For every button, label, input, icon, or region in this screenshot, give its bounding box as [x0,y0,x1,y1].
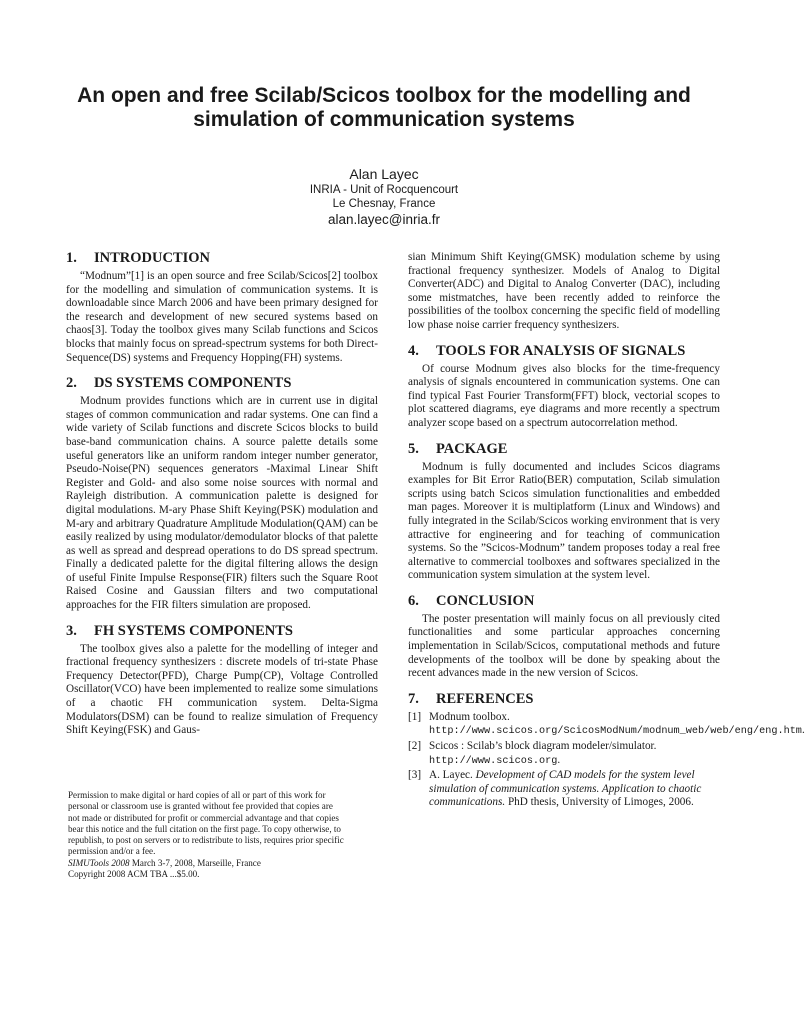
reference-link[interactable]: http://www.scicos.org [429,755,558,767]
permission-line: not made or distributed for profit or commercial advantage and that copies [68,812,339,823]
section-number: 2. [66,375,77,392]
section-paragraph: Modnum is fully documented and includes Scicos diagrams examples for Bit Error Ratio(BER) computation, Scilab simulation scripts using batch Scicos simulation functionalities and embedded man pages. Moreover it is multiplatform (Linux and Windows) and fully integrated in the Scilab/Scicos working environment that is very attractive for engineering and for teaching of communication systems. So the ”Scicos-Modnum” tandem proposes today a real free alternative to commercial toolboxes and softwares specialized in the communication system simulation at the system level. [408,460,720,582]
paper-title: An open and free Scilab/Scicos toolbox for the modelling and simulation of communication systems [77,84,691,131]
section-paragraph: The poster presentation will mainly focus on all previously cited functionalities and some particular approaches concerning implementation in Scilab/Scicos, computational methods and future developments of the toolbox will be done by speaking about the recent advances made in the new version of Scicos. [408,612,720,680]
section-package [408,441,720,583]
reference-list [408,710,805,810]
section-paragraph: Modnum provides functions which are in current use in digital stages of common communication and radar systems. One can find a wide variety of Scilab functions and discrete Scicos blocks to build base-band communication chains. A source palette details some useful generators like an uniform random integer number generator, Pseudo-Noise(PN) sequences generators -Maximal Linear Shift Register and Gold- and also some noise sources with normal and Rayleigh distribution. A communication palette is designed for digital modulations. M-ary Phase Shift Keying(PSK) modulation and M-ary and arbitrary Quadrature Amplitude Modulation(QAM) can be easily realized by using modulator/demodulator blocks of that palette as well as spread and despread operations to do DS spread spectrum. Finally a dedicated palette for the digital filtering allows the design of useful Finite Impulse Response(FIR) filters such the Square Root Raised Cosine and Gaussian filters and two computational approaches for the FIR filters simulation are proposed. [66,395,378,612]
section-fh-systems [66,623,378,738]
section-number: 6. [408,592,419,609]
section-tools-analysis [408,343,720,431]
left-column [66,250,378,748]
section-title: CONCLUSION [436,592,535,609]
section-title: PACKAGE [436,440,508,457]
section-number: 4. [408,342,419,359]
copyright-line: Copyright 2008 ACM TBA ...$5.00. [68,869,200,880]
section-title: REFERENCES [436,690,534,707]
section-ds-systems [66,375,378,613]
author-name: Alan Layec [349,166,419,182]
reference-text: Scicos : Scilab’s block diagram modeler/simulator. [429,740,657,753]
section-title: TOOLS FOR ANALYSIS OF SIGNALS [436,342,686,359]
reference-text: Modnum toolbox. [429,710,510,723]
permission-line: Permission to make digital or hard copies of all or part of this work for [68,790,326,800]
section-heading [408,343,720,360]
reference-item [408,740,720,768]
section-paragraph: “Modnum”[1] is an open source and free Scilab/Scicos[2] toolbox for the modelling and simulation of communication systems. It is downloadable since March 2006 and have been primary designed for the research and development of new secured systems based on chaos[3]. Today the toolbox gives many Scilab functions and Scicos blocks that mainly focus on spread-spectrum systems for both Direct-Sequence(DS) systems and Frequency Hopping(FH) systems. [66,270,378,364]
reference-title: Development of CAD models for the system level simulation of communication systems. Application to chaotic communications. [429,769,702,809]
venue-line [68,858,380,869]
section-number: 5. [408,440,419,457]
venue-details: March 3-7, 2008, Marseille, France [129,857,261,868]
section-number: 3. [66,622,77,639]
right-column [408,251,805,811]
venue-name: SIMUTools 2008 [68,857,130,868]
section-number: 1. [66,250,77,266]
author-block [0,166,768,228]
reference-number: [1] [408,710,422,723]
permission-line: permission and/or a fee. [68,846,156,857]
section-title: DS SYSTEMS COMPONENTS [94,375,292,392]
section-paragraph-continuation: sian Minimum Shift Keying(GMSK) modulation scheme by using fractional frequency synthesizer. Models of Analog to Digital Converter(ADC) and Digital to Analog Converter (DAC), including some mistmatches, have been recently added to reinforce the possibilities of the toolbox concerning the specific field of modelling low phase noise carrier frequency synthesizers. [408,251,720,331]
section-heading [66,250,378,267]
copyright-footnote [68,790,380,880]
reference-tail: PhD thesis, University of Limoges, 2006. [505,796,694,809]
section-paragraph: Of course Modnum gives also blocks for the time-frequency analysis of signals encountered in communication systems. One can find typical Fast Fourier Transform(FFT) block, vectorial scopes to plot scattered diagrams, eye diagrams and more recently a spectrum analyzer scope based on a spectrum autocorrelation method. [408,362,720,429]
section-heading [408,441,720,458]
reference-tail: . [557,753,561,766]
section-heading [66,623,378,640]
section-heading [66,375,378,392]
section-paragraph: The toolbox gives also a palette for the modelling of integer and fractional frequency synthesizers : discrete models of tri-state Phase Frequency Detector(PFD), Charge Pump(CP), Voltage Controlled Oscillator(VCO) have been implemented to realize some simulations of a chaotic FH communication system. Delta-Sigma Modulators(DSM) can be found to realize simulation of Frequency Shift Keying(FSK) and Gaus- [66,642,378,737]
reference-link[interactable]: http://www.scicos.org/ScicosModNum/modnum_web/web/eng/eng.htm [429,726,802,738]
permission-line: bear this notice and the full citation on the first page. To copy otherwise, to [68,823,341,834]
author-email: alan.layec@inria.fr [327,212,440,227]
section-conclusion [408,593,720,681]
reference-number: [3] [408,769,422,782]
author-affiliation-line1: INRIA - Unit of Rocquencourt [309,184,459,196]
section-number: 7. [408,690,419,707]
reference-tail: . [801,724,805,737]
section-introduction [66,250,378,365]
section-title: FH SYSTEMS COMPONENTS [94,622,293,639]
section-heading [408,593,720,610]
section-title: INTRODUCTION [94,250,211,266]
permission-line: personal or classroom use is granted without fee provided that copies are [68,801,333,812]
section-heading [408,691,720,708]
author-affiliation-line2: Le Chesnay, France [332,198,436,210]
reference-number: [2] [408,740,422,753]
reference-item [408,769,720,810]
permission-line: republish, to post on servers or to redistribute to lists, requires prior specific [68,835,344,846]
reference-author: A. Layec. [429,769,476,782]
reference-item [408,710,805,739]
section-references [408,690,805,810]
